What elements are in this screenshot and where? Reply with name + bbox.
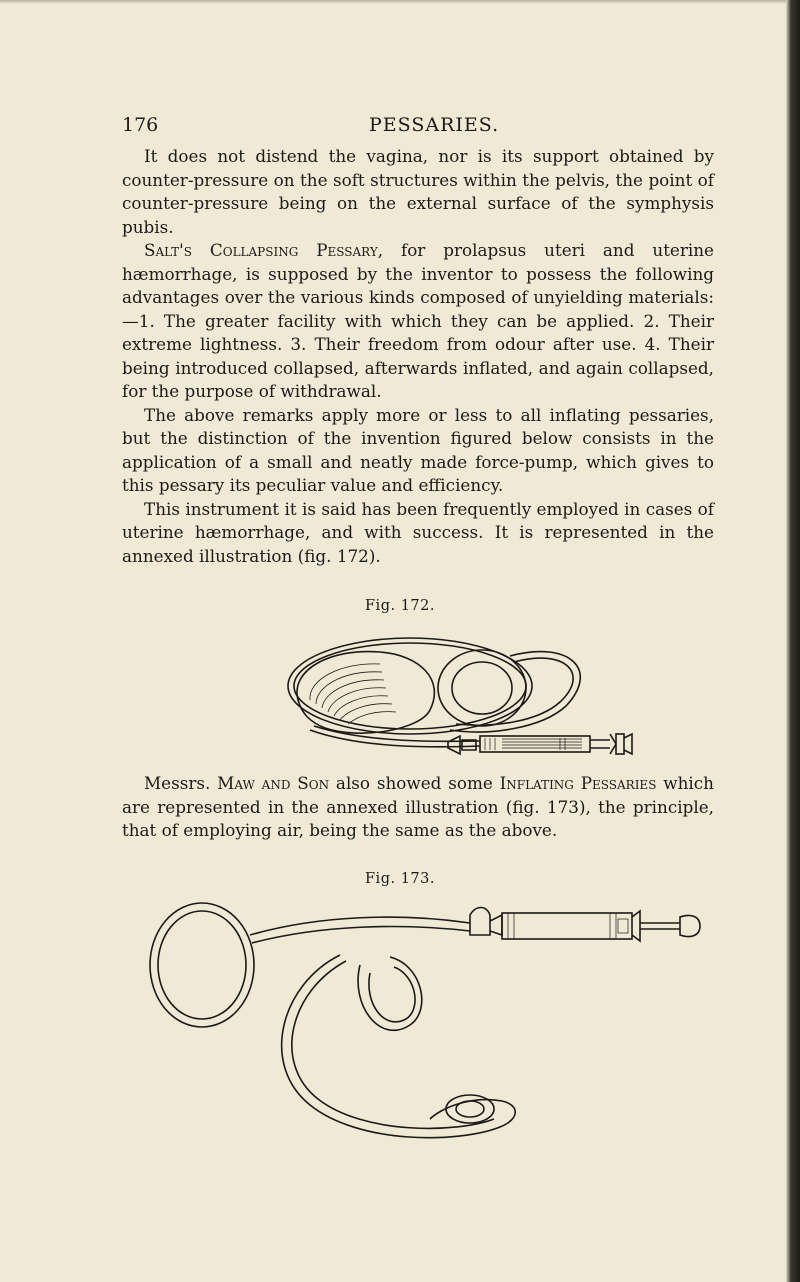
- text-block-upper: [122, 145, 714, 568]
- pump-handle: [680, 915, 700, 936]
- paragraph-salts-pessary: [122, 239, 714, 404]
- paragraph-support: It does not distend the vagina, nor is its support obtained by counter-pressure on the soft structures within the pelvis, the point of counter-pressure being on the external surface of the symphysis pubis.: [122, 146, 714, 237]
- paragraph-inflating-remarks: The above remarks apply more or less to all inflating pessaries, but the distinction of the invention figured below consists in the application of a small and neatly made force-pump, which gives to this pessary its peculiar value and efficiency.: [122, 404, 714, 495]
- paragraph-instrument-use: This instrument it is said has been frequently employed in cases of uterine hæmorrhage, and with success. It is represented in the annexed illustration (fig. 172).: [122, 498, 714, 566]
- force-pump-barrel: [480, 736, 590, 752]
- pessary-tube-loop: [282, 955, 516, 1138]
- inflating-pessaries-term: Inflating Pessaries: [499, 773, 657, 793]
- running-head: [120, 114, 720, 136]
- paragraph-maw-and-son: [122, 772, 714, 843]
- maw-text: which are represented in the annexed illustration (fig. 173), the principle, that of employing air, being the same as the above.: [122, 773, 714, 840]
- maw-middle: also showed some: [329, 773, 500, 793]
- pessary-oval-ring: [150, 903, 254, 1027]
- figure-172-caption: Fig. 172.: [365, 598, 435, 614]
- salts-pessary-heading: Salt's Collapsing Pessary,: [144, 240, 384, 260]
- pump-piston: [640, 923, 680, 929]
- figure-172-illustration: [270, 630, 650, 780]
- page-binding-edge: [786, 0, 800, 1282]
- figure-173-illustration: [140, 895, 740, 1155]
- pump-piston: [590, 734, 616, 754]
- maw-prefix: Messrs.: [144, 773, 218, 793]
- pump-handle: [616, 734, 624, 754]
- salts-pessary-text: for prolapsus uteri and uterine hæmorrhage, is supposed by the inventor to possess the following advantages over the various kinds composed of unyielding materials:—1. The greater facility with which they can be applied. 2. Their extreme lightness. 3. Their freedom from odour after use. 4. Their being introduced collapsed, afterwards inflated, and again collapsed, for the purpose of withdrawal.: [122, 240, 714, 401]
- text-block-lower: [122, 772, 714, 843]
- figure-173-caption: Fig. 173.: [365, 871, 435, 887]
- pessary-tube-upper: [250, 917, 470, 935]
- force-pump-barrel: [502, 913, 632, 939]
- pump-valve: [470, 908, 490, 936]
- running-title: PESSARIES.: [369, 114, 500, 136]
- page-top-edge: [0, 0, 800, 4]
- page-number: 176: [122, 114, 159, 136]
- maw-and-son-name: Maw and Son: [217, 773, 330, 793]
